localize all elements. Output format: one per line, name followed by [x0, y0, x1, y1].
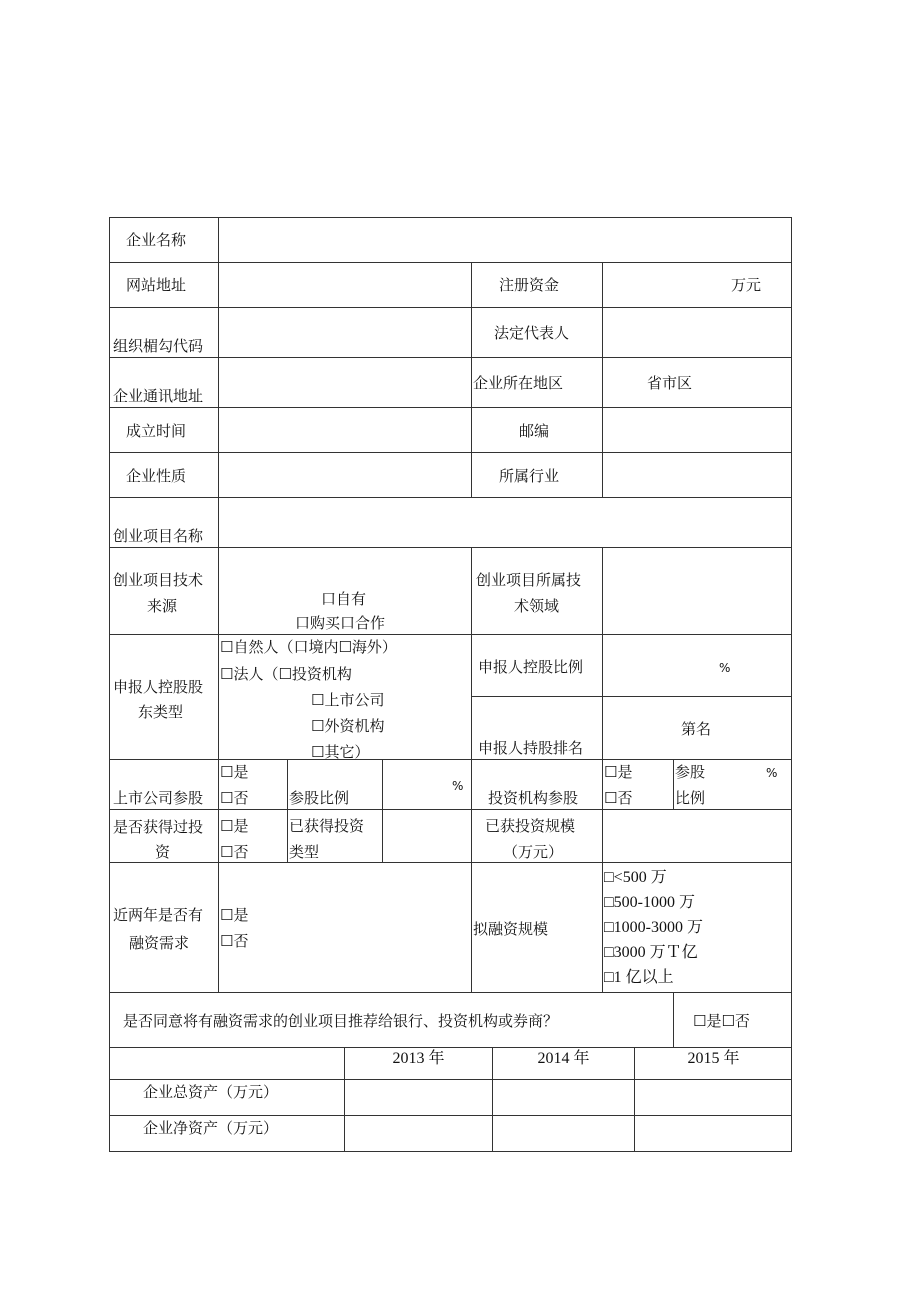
mailing-address-field[interactable]: [219, 358, 471, 407]
mailing-address-label: 企业通讯地址: [113, 387, 204, 405]
year-2013-header: 2013 年: [392, 1050, 445, 1067]
registered-capital-label: 注册资金: [499, 276, 560, 294]
registered-capital-field[interactable]: [603, 263, 791, 307]
year-2015-header: 2015 年: [687, 1050, 740, 1067]
financing-option-5[interactable]: □1 亿以上: [604, 969, 674, 986]
row-divider: [109, 992, 792, 993]
row-divider: [109, 1047, 792, 1048]
institution-ratio-label-line1: 参股: [675, 763, 706, 781]
institution-ratio-unit: %: [766, 766, 778, 780]
tech-source-option-purchase-coop[interactable]: 口购买口合作: [295, 614, 386, 632]
net-assets-label: 企业净资产（万元）: [143, 1119, 279, 1137]
col-divider: [673, 992, 674, 1047]
financing-option-1[interactable]: □<500 万: [604, 869, 667, 886]
recommend-question: 是否同意将有融资需求的创业项目推荐给银行、投资机构或券商？: [123, 1012, 559, 1030]
listed-ratio-unit: %: [452, 779, 464, 793]
financing-label-line1: 近两年是否有: [113, 906, 204, 924]
shareholder-option-other[interactable]: ☐其它）: [311, 743, 370, 761]
holding-ratio-unit: %: [719, 661, 731, 675]
col-divider: [471, 547, 472, 992]
listed-company-label: 上市公司参股: [113, 789, 204, 807]
region-value[interactable]: 省市区: [647, 374, 693, 392]
net-assets-2014-field[interactable]: [493, 1116, 634, 1151]
row-divider: [471, 696, 792, 697]
investment-label-line2: 资: [155, 843, 171, 861]
investment-no-checkbox[interactable]: ☐否: [220, 843, 249, 861]
industry-field[interactable]: [603, 453, 791, 497]
institution-label: 投资机构参股: [488, 789, 579, 807]
region-label: 企业所在地区: [473, 374, 564, 392]
col-divider: [673, 759, 674, 809]
legal-rep-label: 法定代表人: [494, 324, 570, 342]
financing-label-line2: 融资需求: [129, 934, 190, 952]
total-assets-label: 企业总资产（万元）: [143, 1083, 279, 1101]
founded-label: 成立时间: [126, 422, 187, 440]
holding-rank-value[interactable]: 第名: [681, 720, 712, 738]
tech-source-label-line1: 创业项目技术: [113, 571, 204, 589]
total-assets-2014-field[interactable]: [493, 1080, 634, 1115]
net-assets-2013-field[interactable]: [345, 1116, 492, 1151]
org-code-label: 组织楣勾代码: [113, 337, 204, 355]
investment-type-field[interactable]: [383, 810, 471, 862]
listed-yes-checkbox[interactable]: ☐是: [220, 763, 249, 781]
financing-scale-label: 拟融资规模: [473, 920, 549, 938]
industry-label: 所属行业: [499, 467, 560, 485]
nature-field[interactable]: [219, 453, 471, 497]
company-name-label: 企业名称: [126, 231, 187, 249]
investment-type-label-line1: 已获得投资: [289, 817, 365, 835]
year-2014-header: 2014 年: [537, 1050, 590, 1067]
financing-yes-checkbox[interactable]: ☐是: [220, 906, 249, 924]
holding-ratio-label: 申报人控股比例: [478, 658, 584, 676]
project-name-label: 创业项目名称: [113, 527, 204, 545]
project-name-field[interactable]: [219, 498, 791, 547]
financing-option-2[interactable]: □500-1000 万: [604, 894, 695, 911]
tech-field-label-line2: 术领域: [514, 597, 560, 615]
table-border-right: [791, 217, 792, 1151]
investment-scale-label-line1: 已获投资规模: [485, 817, 576, 835]
shareholder-label-line1: 申报人控股股: [113, 678, 204, 696]
investment-scale-field[interactable]: [603, 810, 791, 862]
listed-no-checkbox[interactable]: ☐否: [220, 789, 249, 807]
table-border-bottom: [109, 1151, 792, 1152]
founded-field[interactable]: [219, 408, 471, 452]
tech-source-label-line2: 来源: [147, 597, 178, 615]
col-divider: [287, 759, 288, 862]
investment-type-label-line2: 类型: [289, 843, 320, 861]
investment-label-line1: 是否获得过投: [113, 818, 204, 836]
website-field[interactable]: [219, 263, 471, 307]
listed-ratio-label: 参股比例: [289, 789, 350, 807]
row-divider: [109, 634, 792, 635]
org-code-field[interactable]: [219, 308, 471, 357]
recommend-options[interactable]: ☐是☐否: [693, 1012, 750, 1030]
company-name-field[interactable]: [219, 218, 791, 262]
financing-option-4[interactable]: □3000 万Ｔ亿: [604, 944, 698, 961]
institution-no-checkbox[interactable]: ☐否: [604, 789, 633, 807]
row-divider: [109, 759, 792, 760]
financing-no-checkbox[interactable]: ☐否: [220, 932, 249, 950]
investment-scale-label-line2: （万元）: [503, 843, 564, 861]
total-assets-2013-field[interactable]: [345, 1080, 492, 1115]
shareholder-option-legal-person[interactable]: ☐法人（☐投资机构: [220, 665, 352, 683]
shareholder-option-listed-company[interactable]: ☐上市公司: [311, 691, 385, 709]
institution-yes-checkbox[interactable]: ☐是: [604, 763, 633, 781]
shareholder-option-natural-person[interactable]: ☐自然人（口境内☐海外）: [220, 638, 397, 656]
financing-option-3[interactable]: □1000-3000 万: [604, 919, 703, 936]
holding-rank-label: 申报人持股排名: [478, 739, 584, 757]
shareholder-label-line2: 东类型: [138, 703, 184, 721]
tech-source-option-own[interactable]: 口自有: [321, 590, 367, 608]
nature-label: 企业性质: [126, 467, 187, 485]
col-divider: [471, 262, 472, 497]
tech-field-field[interactable]: [603, 548, 791, 634]
row-divider: [109, 862, 792, 863]
total-assets-2015-field[interactable]: [635, 1080, 791, 1115]
postcode-label: 邮编: [519, 422, 550, 440]
postcode-field[interactable]: [603, 408, 791, 452]
registered-capital-unit: 万元: [731, 276, 762, 294]
institution-ratio-label-line2: 比例: [675, 789, 706, 807]
legal-rep-field[interactable]: [603, 308, 791, 357]
net-assets-2015-field[interactable]: [635, 1116, 791, 1151]
website-label: 网站地址: [126, 276, 187, 294]
table-border-left: [109, 217, 110, 1151]
investment-yes-checkbox[interactable]: ☐是: [220, 817, 249, 835]
shareholder-option-foreign-institution[interactable]: ☐外资机构: [311, 717, 385, 735]
tech-field-label-line1: 创业项目所属技: [476, 571, 582, 589]
